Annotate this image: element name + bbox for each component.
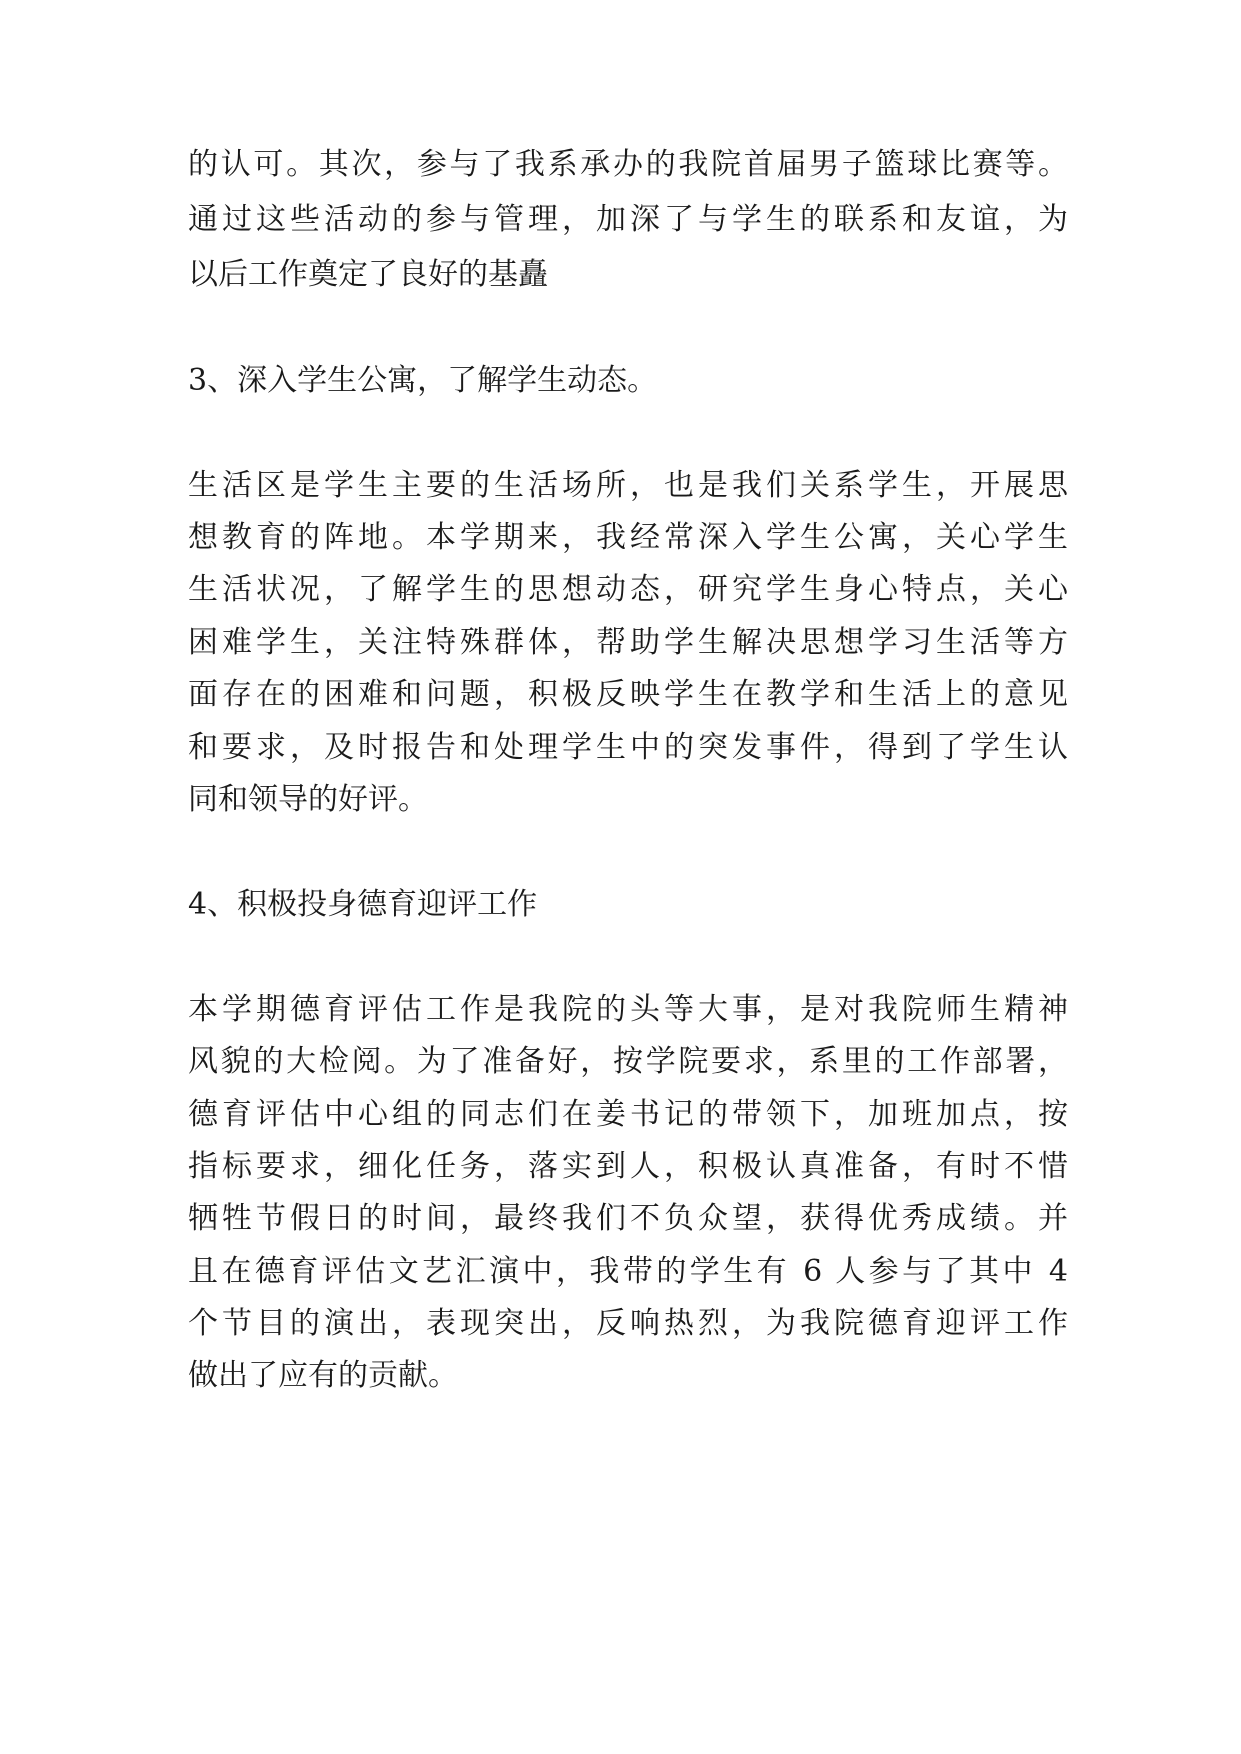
paragraph-line: 德育评估中心组的同志们在姜书记的带领下，加班加点，按 bbox=[188, 1097, 1068, 1132]
paragraph-line: 生活状况，了解学生的思想动态，研究学生身心特点，关心 bbox=[188, 572, 1068, 607]
paragraph-line: 个节目的演出，表现突出，反响热烈，为我院德育迎评工作 bbox=[188, 1306, 1068, 1341]
paragraph-line: 本学期德育评估工作是我院的头等大事，是对我院师生精神 bbox=[188, 992, 1068, 1027]
paragraph-line: 同和领导的好评。 bbox=[188, 782, 428, 817]
paragraph-line: 且在德育评估文艺汇演中，我带的学生有 6 人参与了其中 4 bbox=[188, 1254, 1068, 1289]
paragraph-line: 想教育的阵地。本学期来，我经常深入学生公寓，关心学生 bbox=[188, 520, 1068, 555]
paragraph-line: 以后工作奠定了良好的基矗 bbox=[188, 257, 548, 292]
paragraph-line: 生活区是学生主要的生活场所，也是我们关系学生，开展思 bbox=[188, 468, 1068, 503]
paragraph-line: 通过这些活动的参与管理，加深了与学生的联系和友谊，为 bbox=[188, 202, 1068, 237]
paragraph-line: 风貌的大检阅。为了准备好，按学院要求，系里的工作部署， bbox=[188, 1044, 1068, 1079]
paragraph-line: 牺牲节假日的时间，最终我们不负众望，获得优秀成绩。并 bbox=[188, 1201, 1068, 1236]
section-heading: 3、深入学生公寓，了解学生动态。 bbox=[188, 363, 658, 398]
paragraph-line: 指标要求，细化任务，落实到人，积极认真准备，有时不惜 bbox=[188, 1149, 1068, 1184]
paragraph-line: 做出了应有的贡献。 bbox=[188, 1358, 458, 1393]
paragraph-line: 面存在的困难和问题，积极反映学生在教学和生活上的意见 bbox=[188, 677, 1068, 712]
section-heading: 4、积极投身德育迎评工作 bbox=[188, 887, 538, 922]
paragraph-line: 困难学生，关注特殊群体，帮助学生解决思想学习生活等方 bbox=[188, 625, 1068, 660]
paragraph-line: 的认可。其次，参与了我系承办的我院首届男子篮球比赛等。 bbox=[188, 147, 1068, 182]
paragraph-line: 和要求，及时报告和处理学生中的突发事件，得到了学生认 bbox=[188, 730, 1068, 765]
